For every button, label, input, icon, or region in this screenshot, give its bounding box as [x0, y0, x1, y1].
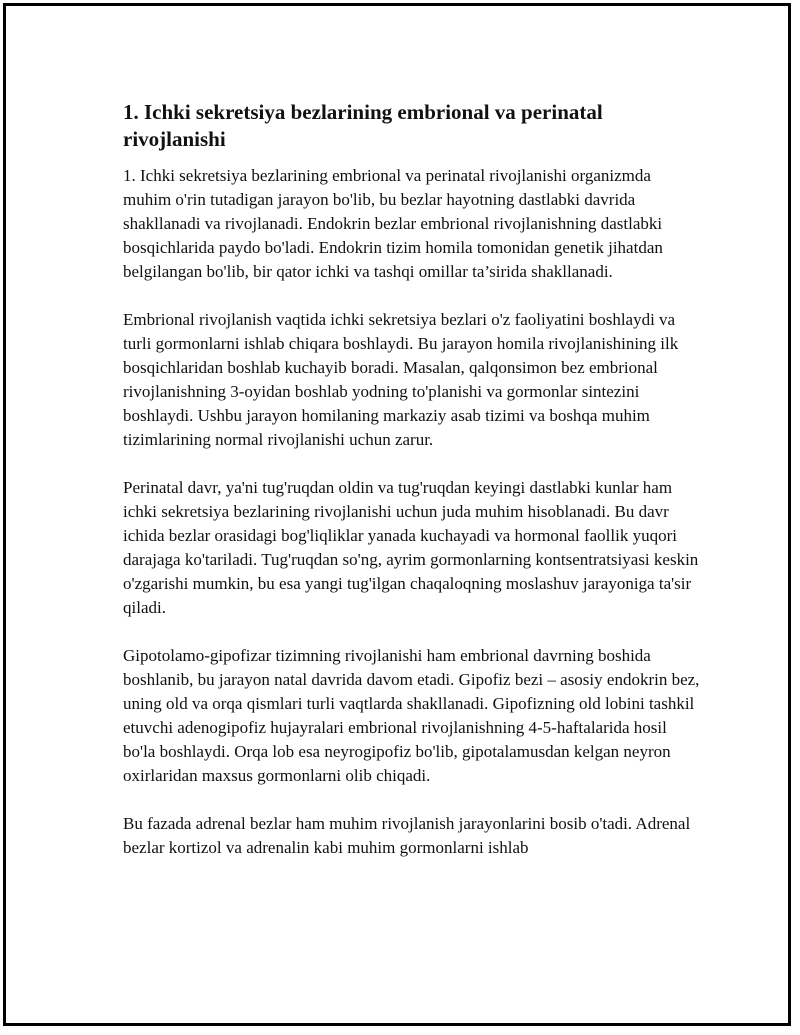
document-body — [123, 99, 703, 860]
paragraph-4: Gipotolamo-gipofizar tizimning rivojlanishi ham embrional davrning boshida boshlanib, bu jarayon natal davrida davom etadi. Gipofiz bezi – asosiy endokrin bez, uning old va orqa qismlari turli vaqtlarda shakllanadi. Gipofizning old lobini tashkil etuvchi adenogipofiz hujayralari embrional rivojlanishning 4-5-haftalarida hosil bo'la boshlaydi. Orqa lob esa neyrogipofiz bo'lib, gipotalamusdan kelgan neyron oxirlaridan maxsus gormonlarni olib chiqadi. — [123, 646, 700, 785]
paragraph-5: Bu fazada adrenal bezlar ham muhim rivojlanish jarayonlarini bosib o'tadi. Adrenal bezlar kortizol va adrenalin kabi muhim gormonlarni ishlab — [123, 814, 691, 857]
paragraph-3: Perinatal davr, ya'ni tug'ruqdan oldin va tug'ruqdan keyingi dastlabki kunlar ham ichki sekretsiya bezlarining rivojlanishi uchun juda muhim hisoblanadi. Bu davr ichida bezlar orasidagi bog'liqliklar yanada kuchayadi va hormonal faollik yuqori darajaga ko'tariladi. Tug'ruqdan so'ng, ayrim gormonlarning kontsentratsiyasi keskin o'zgarishi mumkin, bu esa yangi tug'ilgan chaqaloqning moslashuv jarayoniga ta'sir qiladi. — [123, 478, 699, 617]
paragraph-2: Embrional rivojlanish vaqtida ichki sekretsiya bezlari o'z faoliyatini boshlaydi va turli gormonlarni ishlab chiqara boshlaydi. Bu jarayon homila rivojlanishining ilk bosqichlaridan boshlab kuchayib boradi. Masalan, qalqonsimon bez embrional rivojlanishning 3-oyidan boshlab yodning to'planishi va gormonlar sintezini boshlaydi. Ushbu jarayon homilaning markaziy asab tizimi va boshqa muhim tizimlarining normal rivojlanishi uchun zarur. — [123, 310, 679, 449]
document-heading: 1. Ichki sekretsiya bezlarining embrional va perinatal rivojlanishi — [123, 100, 603, 151]
page-border — [3, 3, 791, 1026]
paragraph-1: 1. Ichki sekretsiya bezlarining embrional va perinatal rivojlanishi organizmda muhim o'rin tutadigan jarayon bo'lib, bu bezlar hayotning dastlabki davrida shakllanadi va rivojlanadi. Endokrin bezlar embrional rivojlanishning dastlabki bosqichlarida paydo bo'ladi. Endokrin tizim homila tomonidan genetik jihatdan belgilangan bo'lib, bir qator ichki va tashqi omillar ta’sirida shakllanadi. — [123, 166, 663, 281]
